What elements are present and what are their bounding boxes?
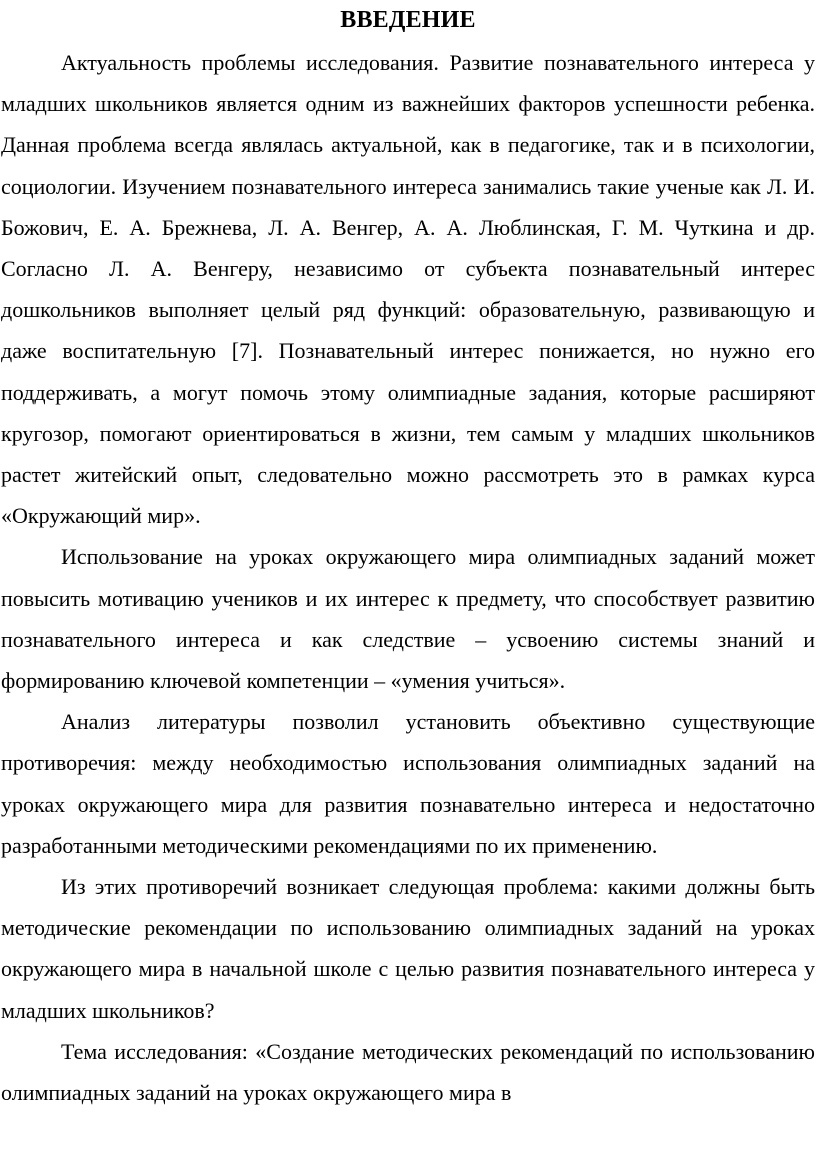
paragraph-olympiad-usage: Использование на уроках окружающего мира олимпиадных заданий может повысить мотивацию учеников и их интерес к предмету, что способствует развитию познавательного интереса и как следствие – усвоению системы знаний и формированию ключевой компетенции – «умения учиться». (1, 544, 815, 694)
paragraph-contradictions: Анализ литературы позволил установить объективно существующие противоречия: между необходимостью использования олимпиадных заданий на уроках окружающего мира для развития познавательно интереса и недостаточно разработанными методическими рекомендациями по их применению. (1, 709, 815, 858)
paragraph-problem: Из этих противоречий возникает следующая проблема: какими должны быть методические рекомендации по использованию олимпиадных заданий на уроках окружающего мира в начальной школе с целью развития познавательного интереса у младших школьников? (1, 874, 815, 1023)
paragraph-relevance: Актуальность проблемы исследования. Развитие познавательного интереса у младших школьников является одним из важнейших факторов успешности ребенка. Данная проблема всегда являлась актуальной, как в педагогике, так и в психологии, социологии. Изучением познавательного интереса занимались такие ученые как Л. И. Божович, Е. А. Брежнева, Л. А. Венгер, А. А. Люблинская, Г. М. Чуткина и др. Согласно Л. А. Венгеру, независимо от субъекта познавательный интерес дошкольников выполняет целый ряд функций: образовательную, развивающую и даже воспитательную [7]. Познавательный интерес понижается, но нужно его поддерживать, а могут помочь этому олимпиадные задания, которые расширяют кругозор, помогают ориентироваться в жизни, тем самым у младших школьников растет житейский опыт, следовательно можно рассмотреть это в рамках курса «Окружающий мир». (1, 50, 815, 529)
page-title: ВВЕДЕНИЕ (340, 7, 476, 33)
paragraph-topic: Тема исследования: «Создание методических рекомендаций по использованию олимпиадных заданий на уроках окружающего мира в (1, 1038, 815, 1106)
